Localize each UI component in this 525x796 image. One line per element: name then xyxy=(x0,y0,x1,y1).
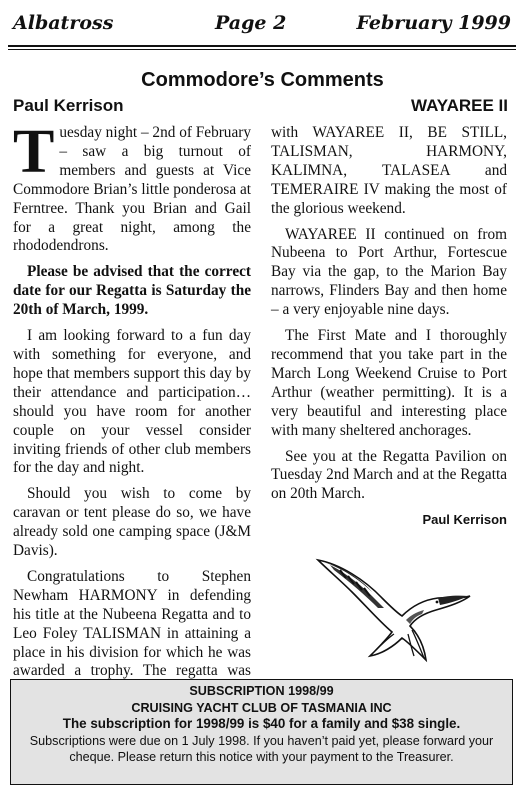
paragraph: Congratulations to Stephen Newham HARMONY in defending his title at the Nubeena Regatta and to Leo Foley TALISMAN in attaining a place in his division for which he was awarded a trophy. The regatta was xyxy=(13,567,251,680)
article-author: Paul Kerrison xyxy=(13,96,124,115)
subscription-notice xyxy=(10,679,513,785)
subscription-instructions: Subscriptions were due on 1 July 1998. If you haven’t paid yet, please forward your cheque. Please return this notice with your payment to the Treasurer. xyxy=(29,733,494,765)
header-rule-bottom xyxy=(8,49,516,50)
article-column-left xyxy=(13,118,251,707)
paragraph: I am looking forward to a fun day with something for everyone, and hope that members support this day by their attendance and participation… should you have room for another couple on your vessel consider inviting friends of other club members for the day and night. xyxy=(13,327,251,477)
newsletter-name: Albatross xyxy=(13,12,114,34)
paragraph: Should you wish to come by caravan or tent please do so, we have already sold one camping space (J&M Davis). xyxy=(13,485,251,560)
paragraph: The First Mate and I thoroughly recommend that you take part in the March Long Weekend Cruise to Port Arthur (weather permitting). It is a very beautiful and interesting place with many sheltered anchorages. xyxy=(271,327,507,439)
page-header xyxy=(0,0,525,48)
subscription-fees: The subscription for 1998/99 is $40 for a family and $38 single. xyxy=(62,716,461,732)
albatross-icon xyxy=(310,550,480,668)
signature: Paul Kerrison xyxy=(422,512,507,528)
header-rule-top xyxy=(8,45,516,47)
subscription-heading: SUBSCRIPTION 1998/99 xyxy=(189,684,334,698)
issue-date: February 1999 xyxy=(356,12,511,34)
article-column-right xyxy=(271,124,507,530)
paragraph: Tuesday night – 2nd of February – saw a big turnout of members and guests at Vice Commodore Brian’s little ponderosa at Ferntree. Thank you Brian and Gail for a great night, among the rhododendrons. xyxy=(13,118,251,255)
club-name: CRUISING YACHT CLUB OF TASMANIA INC xyxy=(131,700,392,715)
paragraph: See you at the Regatta Pavilion on Tuesday 2nd March and at the Regatta on 20th March. xyxy=(271,447,507,503)
paragraph: with WAYAREE II, BE STILL, TALISMAN, HARMONY, KALIMNA, TALASEA and TEMERAIRE IV making the most of the glorious weekend. xyxy=(271,124,507,217)
paragraph-regatta-notice: Please be advised that the correct date for our Regatta is Saturday the 20th of March, 1999. xyxy=(13,263,251,319)
article-vessel: WAYAREE II xyxy=(410,96,508,115)
article-title: Commodore’s Comments xyxy=(141,69,384,91)
drop-cap: T xyxy=(13,118,55,186)
page-number: Page 2 xyxy=(215,12,287,34)
paragraph: WAYAREE II continued on from Nubeena to Port Arthur, Fortescue Bay via the gap, to the Marion Bay narrows, Flinders Bay and then home – a very enjoyable nine days. xyxy=(271,225,507,319)
